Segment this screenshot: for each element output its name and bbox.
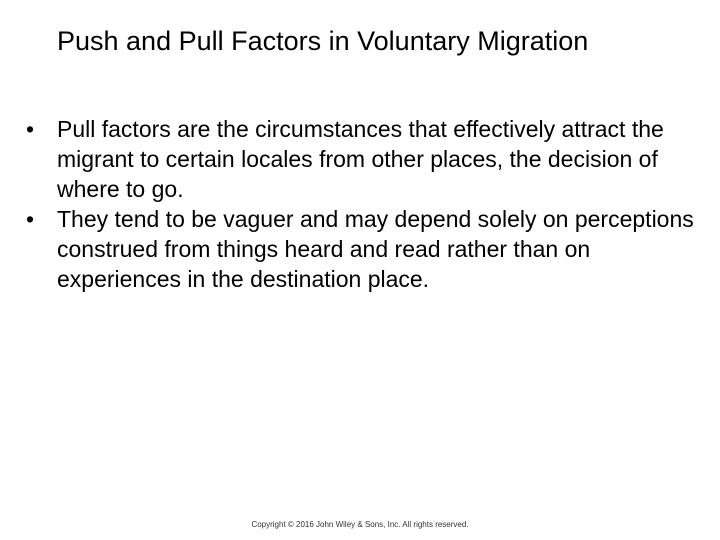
copyright-footer: Copyright © 2016 John Wiley & Sons, Inc. All rights reserved. — [251, 520, 469, 529]
bullet-text: They tend to be vaguer and may depend solely on perceptions construed from things heard and read rather than on experiences in the destination place. — [57, 206, 694, 292]
bullet-text: are the circumstances that effectively attract the migrant to certain locales from other places, the decision of where to go. — [57, 116, 664, 202]
bullet-term: Pull factors — [57, 116, 171, 142]
bullet-list — [26, 114, 696, 294]
bullet-item-vaguer — [26, 204, 696, 294]
bullet-item-pull-factors — [26, 114, 696, 204]
bullet-marker: • — [26, 206, 35, 232]
slide-title: Push and Pull Factors in Voluntary Migration — [57, 26, 589, 56]
bullet-marker: • — [26, 116, 35, 142]
